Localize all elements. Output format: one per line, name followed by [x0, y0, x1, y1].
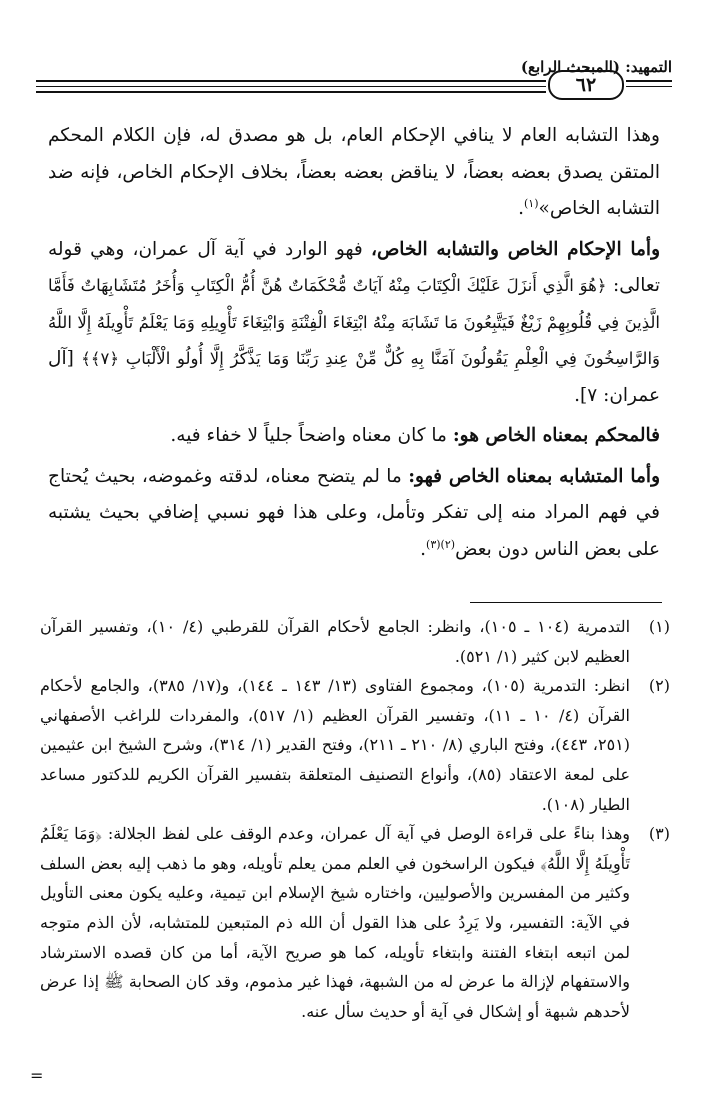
- continuation-mark: =: [30, 1066, 44, 1085]
- heading-inline-ihkam-khas: وأما الإحكام الخاص والتشابه الخاص،: [370, 238, 660, 260]
- paragraph-2: وأما الإحكام الخاص والتشابه الخاص، فهو الوارد في آية آل عمران، وهي قوله تعالى: ﴿هُوَ الَّذِي أَنزَلَ عَلَيْكَ الْكِتَابَ مِنْهُ آيَاتٌ مُّحْكَمَاتٌ هُنَّ أُمُّ الْكِتَابِ وَأُخَرُ مُتَشَابِهَاتٌ فَأَمَّا الَّذِينَ فِي قُلُوبِهِمْ زَيْغٌ فَيَتَّبِعُونَ مَا تَشَابَهَ مِنْهُ ابْتِغَاءَ الْفِتْنَةِ وَابْتِغَاءَ تَأْوِيلِهِ وَمَا يَعْلَمُ تَأْوِيلَهُ إِلَّا اللَّهُ وَالرَّاسِخُونَ فِي الْعِلْمِ يَقُولُونَ آمَنَّا بِهِ كُلٌّ مِّنْ عِندِ رَبِّنَا وَمَا يَذَّكَّرُ إِلَّا أُولُو الْأَلْبَابِ ﴿٧﴾﴾ [آل عمران: ٧].: [48, 238, 660, 406]
- heading-inline-mutashabih: وأما المتشابه بمعناه الخاص فهو:: [408, 465, 660, 487]
- paragraph-1: وهذا التشابه العام لا ينافي الإحكام العام، بل هو مصدق له، فإن الكلام المحكم المتقن يصدق بعضه بعضاً، لا يناقض بعضه بعضاً، بخلاف الإحكام الخاص، فإنه ضد التشابه الخاص»$^{(١)}$.: [48, 125, 660, 219]
- footnote-ref-1: (١): [523, 196, 539, 210]
- header-rule-left: [36, 80, 546, 82]
- header-rule-left-3: [36, 91, 546, 93]
- footnote-1: [40, 612, 670, 671]
- paragraph-4: وأما المتشابه بمعناه الخاص فهو: ما لم يتضح معناه، لدقته وغموضه، بحيث يُحتاج في فهم المراد منه إلى تفكر وتأمل، وعلى هذا فهو نسبي إضافي بحيث يشتبه على بعض الناس دون بعض$^{(٢)(٣)}$.: [48, 465, 660, 560]
- main-text: [48, 118, 660, 568]
- paragraph-3: فالمحكم بمعناه الخاص هو: ما كان معناه واضحاً جلياً لا خفاء فيه.: [170, 425, 660, 446]
- header-rule-right: [626, 80, 672, 82]
- page-number-badge: [548, 70, 624, 100]
- running-header-title: التمهيد: (المبحث الرابع): [520, 58, 672, 76]
- footnote-text: وهذا بناءً على قراءة الوصل في آية آل عمران، وعدم الوقف على لفظ الجلالة: ﴿وَمَا يَعْلَمُ تَأْوِيلَهُ إِلَّا اللَّهُ﴾ فيكون الراسخون في العلم ممن يعلم تأويله، وهو ما ذهب إليه بعض السلف وكثير من المفسرين والأصوليين، واختاره شيخ الإسلام ابن تيمية، وعليه يكون معنى التأويل في الآية: التفسير، ولا يَرِدُ على هذا القول أن الله ذم المتبعين للمتشابه، لأن الذم متوجه لمن اتبعه ابتغاء الفتنة وابتغاء تأويله، كما هو صريح الآية، أما من كان قصده الاسترشاد والاستفهام لإزالة ما عرض له من الشبهة، فهذا غير مذموم، وقد كان الصحابة ﷺ إذا عرض لأحدهم شبهة أو إشكال في آية أو حديث سأل عنه.: [40, 824, 631, 1021]
- header-rule-left-2: [36, 86, 546, 87]
- footnotes: [40, 612, 670, 1026]
- footnote-number: (٣): [648, 824, 670, 844]
- footnote-number: (١): [648, 617, 670, 636]
- quran-verse: ﴿هُوَ الَّذِي أَنزَلَ عَلَيْكَ الْكِتَابَ مِنْهُ آيَاتٌ مُّحْكَمَاتٌ هُنَّ أُمُّ الْكِتَابِ وَأُخَرُ مُتَشَابِهَاتٌ فَأَمَّا الَّذِينَ فِي قُلُوبِهِمْ زَيْغٌ فَيَتَّبِعُونَ مَا تَشَابَهَ مِنْهُ ابْتِغَاءَ الْفِتْنَةِ وَابْتِغَاءَ تَأْوِيلِهِ وَمَا يَعْلَمُ تَأْوِيلَهُ إِلَّا اللَّهُ وَالرَّاسِخُونَ فِي الْعِلْمِ يَقُولُونَ آمَنَّا بِهِ كُلٌّ مِّنْ عِندِ رَبِّنَا وَمَا يَذَّكَّرُ إِلَّا أُولُو الْأَلْبَابِ ﴿٧﴾﴾: [48, 276, 660, 368]
- page-number: ٦٢: [575, 74, 597, 96]
- footnote-text: انظر: التدمرية (١٠٥)، ومجموع الفتاوى (١٣/ ١٤٣ ـ ١٤٤)، و(١٧/ ٣٨٥)، والجامع لأحكام القرآن (٤/ ١٠ ـ ١١)، وتفسير القرآن العظيم (١/ ٥١٧)، والمفردات للراغب الأصفهاني (٢٥١، ٤٤٣)، وفتح الباري (٨/ ٢١٠ ـ ٢١١)، وفتح القدير (١/ ٣١٤)، وشرح الشيخ ابن عثيمين على لمعة الاعتقاد (٨٥)، وأنواع التصنيف المتعلقة بتفسير القرآن الكريم للدكتور مساعد الطيار (١٠٨).: [40, 676, 631, 814]
- footnote-divider: [470, 602, 662, 603]
- verse-reference: [آل عمران: ٧].: [48, 348, 660, 406]
- footnote-3: [40, 819, 670, 1026]
- footnote-ref-2-3: (٢)(٣): [426, 537, 456, 551]
- footnote-number: (٢): [648, 676, 670, 696]
- footnote-text: التدمرية (١٠٤ ـ ١٠٥)، وانظر: الجامع لأحكام القرآن للقرطبي (٤/ ١٠)، وتفسير القرآن العظيم لابن كثير (١/ ٥٢١).: [40, 617, 631, 666]
- heading-inline-muhkam: فالمحكم بمعناه الخاص هو:: [452, 425, 660, 446]
- header-rule-right-2: [626, 86, 672, 87]
- footnote-2: [40, 671, 670, 819]
